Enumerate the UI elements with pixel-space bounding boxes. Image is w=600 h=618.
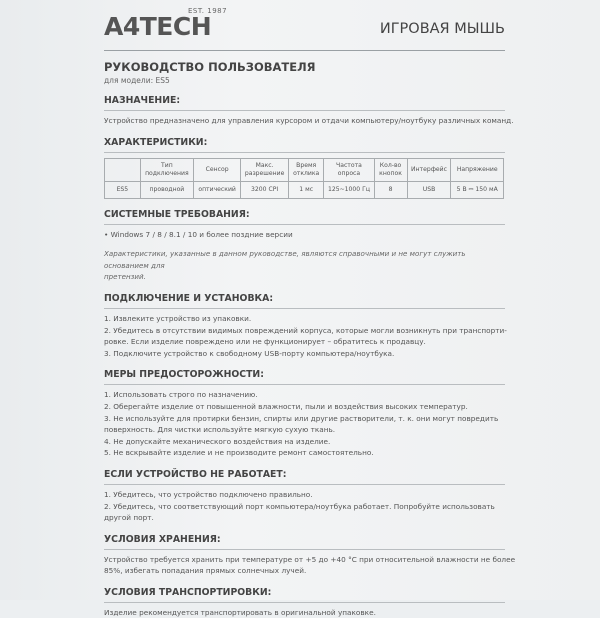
brand-name: A4TECH bbox=[104, 12, 212, 41]
section-connection bbox=[104, 293, 505, 359]
spec-cell: 8 bbox=[374, 181, 407, 198]
spec-cell: 125~1000 Гц bbox=[324, 181, 374, 198]
storage-heading: УСЛОВИЯ ХРАНЕНИЯ: bbox=[104, 534, 505, 550]
spec-col-header: Время отклика bbox=[288, 158, 323, 181]
transport-heading: УСЛОВИЯ ТРАНСПОРТИРОВКИ: bbox=[104, 587, 505, 603]
specs-heading: ХАРАКТЕРИСТИКИ: bbox=[104, 137, 505, 153]
purpose-heading: НАЗНАЧЕНИЕ: bbox=[104, 95, 505, 111]
storage-line: 85%, избегать попадания прямых солнечных лучей. bbox=[104, 566, 307, 576]
section-transport bbox=[104, 587, 505, 618]
precaution-line: поверхность. Для чистки используйте мягкую сухую ткань. bbox=[104, 425, 336, 435]
spec-cell: USB bbox=[407, 181, 451, 198]
specs-header-row bbox=[105, 158, 504, 181]
spec-cell: 5 В ⎓ 150 мА bbox=[451, 181, 504, 198]
disclaimer-note bbox=[104, 248, 505, 283]
spec-cell: 3200 CPI bbox=[241, 181, 289, 198]
brand-est: EST. 1987 bbox=[188, 7, 228, 15]
connection-line: 2. Убедитесь в отсутствии видимых повреждений корпуса, которые могли возникнуть при транспорти- bbox=[104, 325, 507, 335]
spec-col-header: Напряжение bbox=[451, 158, 504, 181]
section-precautions bbox=[104, 369, 505, 459]
page-header bbox=[104, 7, 505, 51]
troubleshoot-line: другой порт. bbox=[104, 513, 154, 523]
note-line: Характеристики, указанные в данном руководстве, являются справочными и не могут служить основанием для bbox=[104, 249, 466, 270]
connection-heading: ПОДКЛЮЧЕНИЕ И УСТАНОВКА: bbox=[104, 293, 505, 309]
troubleshoot-line: 2. Убедитесь, что соответствующий порт компьютера/ноутбука работает. Попробуйте использовать bbox=[104, 501, 495, 511]
spec-cell: 1 мс bbox=[288, 181, 323, 198]
brand-logo bbox=[104, 7, 228, 41]
spec-cell: оптический bbox=[194, 181, 241, 198]
system-item: • Windows 7 / 8 / 8.1 / 10 и более поздние версии bbox=[104, 229, 293, 239]
spec-col-header bbox=[105, 158, 141, 181]
section-purpose bbox=[104, 95, 514, 127]
precaution-line: 3. Не используйте для протирки бензин, спирты или другие растворители, т. к. они могут повредить bbox=[104, 413, 499, 423]
precaution-line: 5. Не вскрывайте изделие и не производите ремонт самостоятельно. bbox=[104, 448, 374, 458]
storage-line: Устройство требуется хранить при температуре от +5 до +40 °С при относительной влажности не более bbox=[104, 554, 516, 564]
precaution-line: 1. Использовать строго по назначению. bbox=[104, 390, 258, 400]
specs-table bbox=[104, 158, 504, 199]
troubleshoot-heading: ЕСЛИ УСТРОЙСТВО НЕ РАБОТАЕТ: bbox=[104, 469, 505, 485]
manual-title: РУКОВОДСТВО ПОЛЬЗОВАТЕЛЯ bbox=[104, 60, 316, 74]
spec-col-header: Интерфейс bbox=[407, 158, 451, 181]
section-storage bbox=[104, 533, 516, 577]
troubleshoot-line: 1. Убедитесь, что устройство подключено правильно. bbox=[104, 489, 313, 499]
spec-col-header: Сенсор bbox=[194, 158, 241, 181]
system-heading: СИСТЕМНЫЕ ТРЕБОВАНИЯ: bbox=[104, 209, 505, 225]
manual-content bbox=[104, 60, 516, 618]
specs-data-row bbox=[105, 181, 504, 198]
section-specs bbox=[104, 137, 505, 199]
section-system bbox=[104, 209, 505, 241]
purpose-text: Устройство предназначено для управления курсором и отдачи компьютеру/ноутбуку различных команд. bbox=[104, 116, 514, 125]
connection-line: ровке. Если изделие повреждено или не функционирует – обратитесь к продавцу. bbox=[104, 337, 426, 347]
transport-line: Изделие рекомендуется транспортировать в оригинальной упаковке. bbox=[104, 607, 376, 617]
spec-col-header: Кол-во кнопок bbox=[374, 158, 407, 181]
spec-col-header: Частота опроса bbox=[324, 158, 374, 181]
precautions-heading: МЕРЫ ПРЕДОСТОРОЖНОСТИ: bbox=[104, 369, 505, 385]
model-label: для модели: ES5 bbox=[104, 76, 170, 85]
spec-col-header: Макс. разрешение bbox=[241, 158, 289, 181]
note-line: претензий. bbox=[104, 272, 146, 282]
connection-line: 1. Извлеките устройство из упаковки. bbox=[104, 313, 252, 323]
precaution-line: 4. Не допускайте механического воздействия на изделие. bbox=[104, 436, 331, 446]
document-title: ИГРОВАЯ МЫШЬ bbox=[379, 21, 505, 37]
spec-cell: ES5 bbox=[105, 181, 141, 198]
precaution-line: 2. Оберегайте изделие от повышенной влажности, пыли и воздействия высоких температур. bbox=[104, 401, 468, 411]
connection-line: 3. Подключите устройство к свободному USB-порту компьютера/ноутбука. bbox=[104, 348, 395, 358]
spec-col-header: Тип подключения bbox=[140, 158, 193, 181]
spec-cell: проводной bbox=[140, 181, 193, 198]
section-troubleshoot bbox=[104, 469, 505, 524]
